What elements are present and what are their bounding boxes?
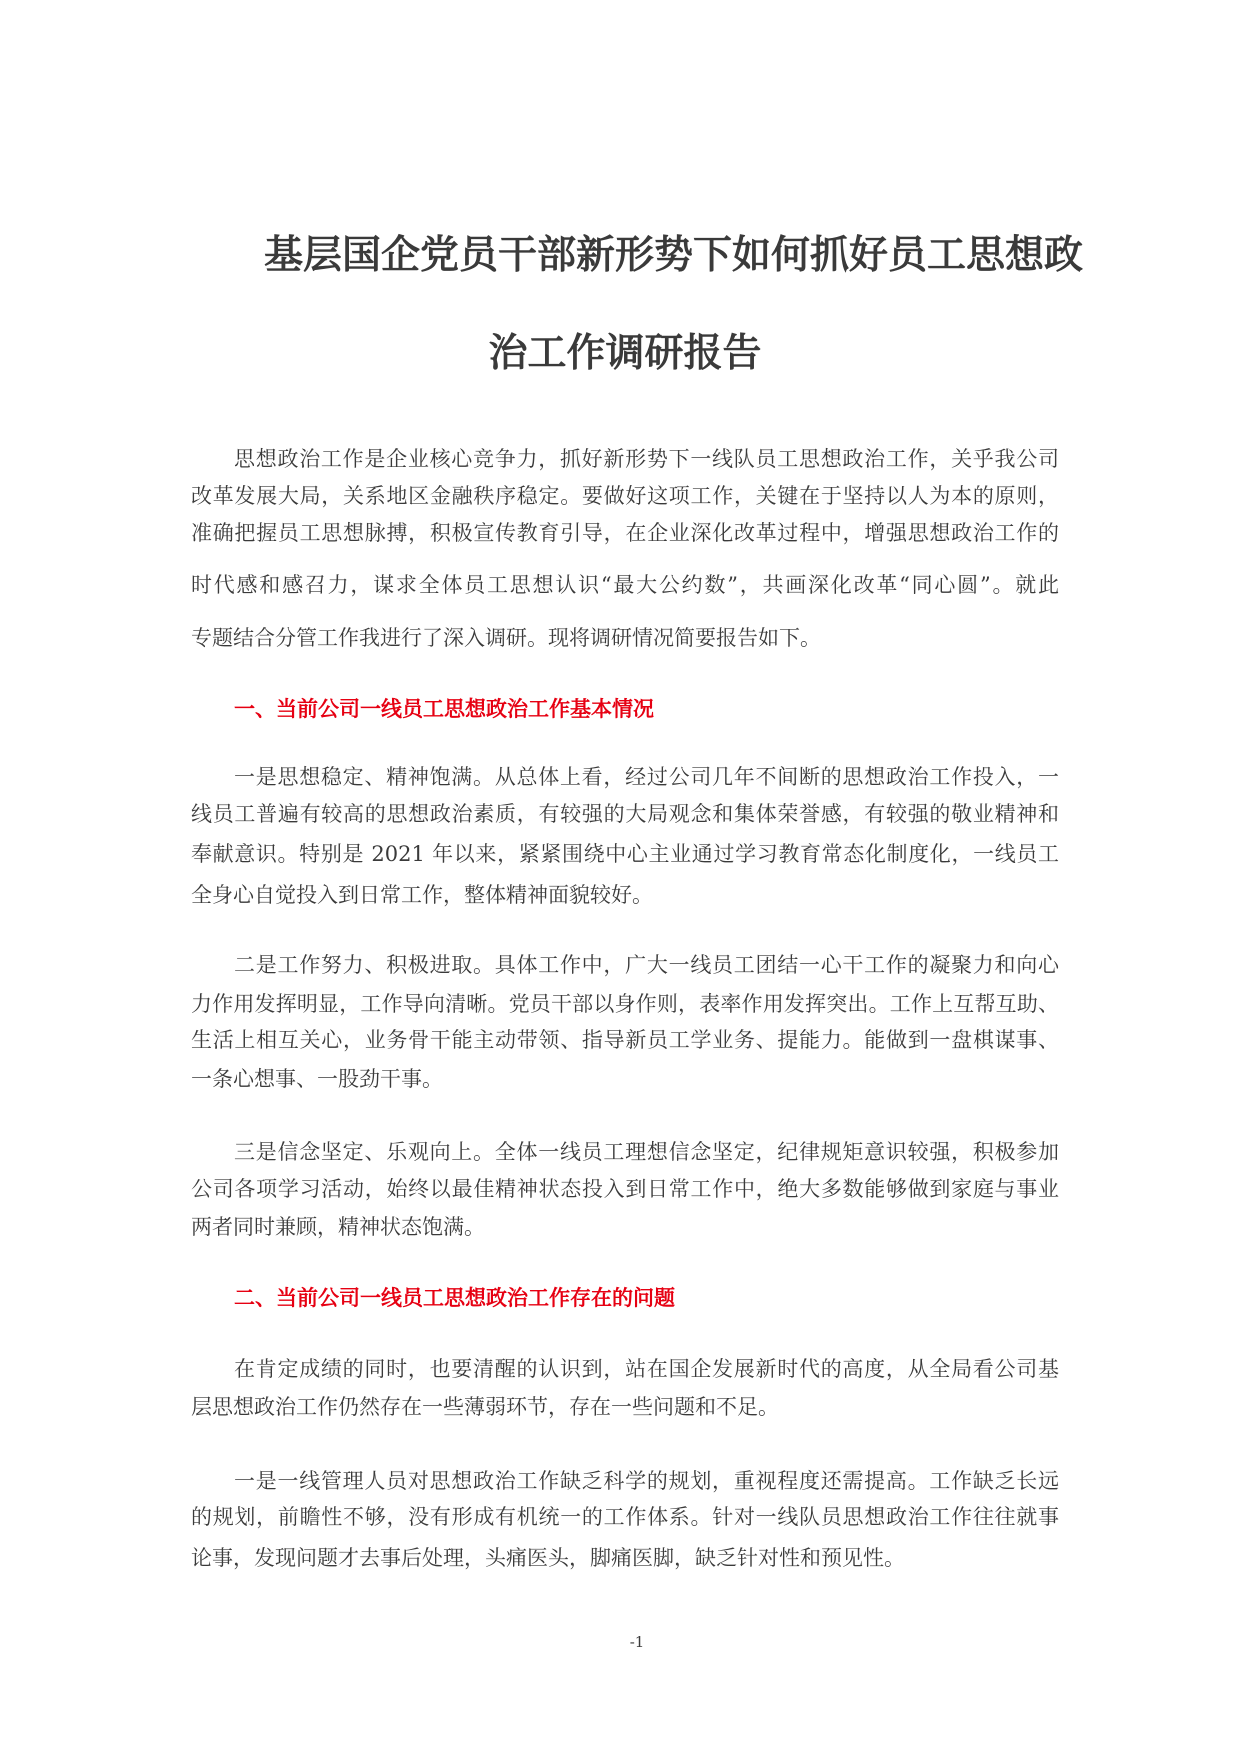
body-line: 的规划，前瞻性不够，没有形成有机统一的工作体系。针对一线队员思想政治工作往往就事 [191, 1505, 1059, 1529]
body-line: 三是信念坚定、乐观向上。全体一线员工理想信念坚定，纪律规矩意识较强，积极参加 [234, 1140, 1059, 1164]
document-title-line-1: 基层国企党员干部新形势下如何抓好员工思想政 [264, 233, 1084, 278]
body-line: 在肯定成绩的同时，也要清醒的认识到，站在国企发展新时代的高度，从全局看公司基 [234, 1357, 1059, 1381]
body-line: 层思想政治工作仍然存在一些薄弱环节，存在一些问题和不足。 [191, 1395, 779, 1419]
body-line: 一是一线管理人员对思想政治工作缺乏科学的规划，重视程度还需提高。工作缺乏长远 [234, 1469, 1059, 1493]
body-line: 线员工普遍有较高的思想政治素质，有较强的大局观念和集体荣誉感，有较强的敬业精神和 [191, 802, 1059, 826]
section-heading: 二、当前公司一线员工思想政治工作存在的问题 [234, 1286, 675, 1310]
body-line: 准确把握员工思想脉搏，积极宣传教育引导，在企业深化改革过程中，增强思想政治工作的 [191, 521, 1059, 545]
body-line: 一条心想事、一股劲干事。 [191, 1067, 443, 1091]
body-line: 生活上相互关心，业务骨干能主动带领、指导新员工学业务、提能力。能做到一盘棋谋事、 [191, 1028, 1059, 1052]
body-line: 改革发展大局，关系地区金融秩序稳定。要做好这项工作，关键在于坚持以人为本的原则， [191, 484, 1059, 508]
body-line: 力作用发挥明显，工作导向清晰。党员干部以身作则，表率作用发挥突出。工作上互帮互助、 [191, 992, 1059, 1016]
body-line: 论事，发现问题才去事后处理，头痛医头，脚痛医脚，缺乏针对性和预见性。 [191, 1546, 905, 1570]
document-title-line-2: 治工作调研报告 [488, 331, 762, 376]
body-line: 思想政治工作是企业核心竞争力，抓好新形势下一线队员工思想政治工作，关乎我公司 [234, 447, 1059, 471]
body-line: 奉献意识。特别是 2021 年以来，紧紧围绕中心主业通过学习教育常态化制度化，一线员工 [191, 842, 1059, 866]
body-line: 两者同时兼顾，精神状态饱满。 [191, 1215, 485, 1239]
body-line: 全身心自觉投入到日常工作，整体精神面貌较好。 [191, 883, 653, 907]
body-line: 二是工作努力、积极进取。具体工作中，广大一线员工团结一心干工作的凝聚力和向心 [234, 953, 1059, 977]
section-heading: 一、当前公司一线员工思想政治工作基本情况 [234, 697, 654, 721]
page-number: -1 [629, 1633, 645, 1651]
body-line: 一是思想稳定、精神饱满。从总体上看，经过公司几年不间断的思想政治工作投入，一 [234, 765, 1059, 789]
body-line: 专题结合分管工作我进行了深入调研。现将调研情况简要报告如下。 [191, 626, 821, 650]
body-line: 公司各项学习活动，始终以最佳精神状态投入到日常工作中，绝大多数能够做到家庭与事业 [191, 1177, 1059, 1201]
body-line: 时代感和感召力，谋求全体员工思想认识“最大公约数”，共画深化改革“同心圆”。就此 [191, 573, 1059, 597]
